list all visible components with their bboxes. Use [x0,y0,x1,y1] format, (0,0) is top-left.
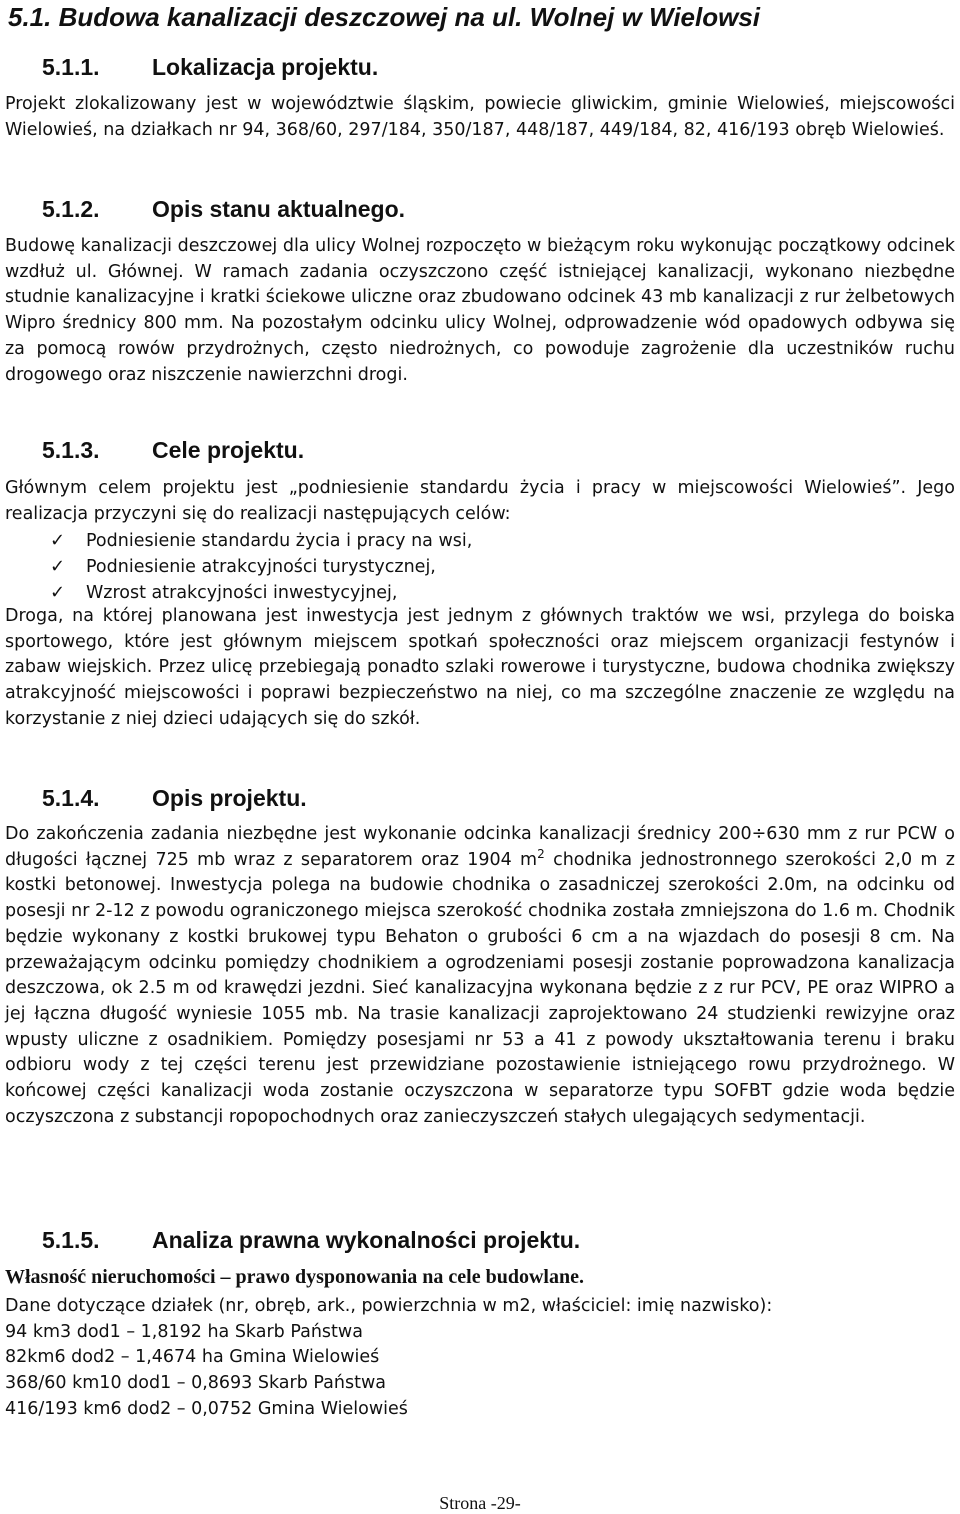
checkmark-icon: ✓ [50,582,66,603]
checkmark-icon: ✓ [50,530,66,551]
page-footer: Strona -29- [439,1493,521,1513]
list-item: 94 km3 dod1 – 1,8192 ha Skarb Państwa [5,1321,363,1342]
list-item: ✓ Wzrost atrakcyjności inwestycyjnej, [50,580,472,606]
paragraph-cele-body: Droga, na której planowana jest inwestycja jest jednym z głównych traktów we wsi, przylega do boiska sportowego, które jest głównym miejscem spotkań społeczności oraz miejscem organizacji festynów i zabaw wiejskich. Przez ulicę przebiegają ponadto szlaki rowerowe i turystyczne, budowa chodnika zwiększy atrakcyjność miejscowości i poprawi bezpieczeństwo na niej, co ma szczególne znaczenie ze względu na korzystanie z niej dzieci udających się do szkół. [5,606,955,729]
goals-list [50,528,472,606]
heading-text: Opis projektu. [152,785,307,811]
list-item: ✓ Podniesienie standardu życia i pracy na wsi, [50,528,472,554]
parcel-list [5,1294,772,1423]
heading-number: 5.1.5. [42,1227,100,1253]
heading-text: Lokalizacja projektu. [152,54,379,80]
checkmark-icon: ✓ [50,556,66,577]
heading-text: Opis stanu aktualnego. [152,196,406,222]
subtitle-wlasnosc: Własność nieruchomości – prawo dysponowania na cele budowlane. [5,1266,584,1288]
heading-analiza-prawna [42,1227,580,1254]
section-title: 5.1. Budowa kanalizacji deszczowej na ul. Wolnej w Wielowsi [8,2,761,32]
paragraph-lokalizacja: Projekt zlokalizowany jest w województwie śląskim, powiecie gliwickim, gminie Wielowieś, miejscowości Wielowieś, na działkach nr 94, 368/60, 297/184, 350/187, 448/187, 449/184, 82, 416/193 obręb Wielowieś. [5,94,955,140]
paragraph-opis-projektu: Do zakończenia zadania niezbędne jest wykonanie odcinka kanalizacji średnicy 200÷630 mm z rur PCW o długości łącznej 725 mb wraz z separatorem oraz 1904 $m^2$ chodnika jednostronnego szerokości 2,0 m z kostki betonowej. Inwestycja polega na budowie chodnika o zasadniczej szerokości 2.0m, na odcinku od posesji nr 2-12 z powodu ograniczonego miejsca szerokość chodnika została zmniejszona do 1.6 m. Chodnik będzie wykonany z kostki brukowej typu Behaton o grubości 6 cm a na wjazdach do posesji 8 cm. Na przeważającym odcinku pomiędzy chodnikiem a ogrodzeniami posesji zostanie poprowadzona kanalizacja deszczowa, ok 2.5 m od krawędzi jezdni. Sieć kanalizacyjna wykonana będzie z z rur PCV, PE oraz WIPRO a jej łączna długość wyniesie 1055 mb. Na trasie kanalizacji zaprojektowano 24 studzienki rewizyjne oraz wpusty uliczne z osadnikiem. Pomiędzy posesjami nr 53 a 41 z powody ukształtowania terenu i braku odbioru wody z tej części terenu jest przewidziane pozostawienie istniejącego rowu przydrożnego. W końcowej części kanalizacji woda zostanie oczyszczona w separatorze typu SOFBT gdzie woda będzie oczyszczona z substancji ropopochodnych oraz zanieczyszczeń stałych ulegających sedymentacji. [5,824,955,1127]
heading-cele [42,437,304,464]
heading-text: Cele projektu. [152,437,305,463]
paragraph-cele-intro: Głównym celem projektu jest „podniesienie standardu życia i pracy w miejscowości Wielowieś”. Jego realizacja przyczyni się do realizacji następujących celów: [5,478,955,524]
list-item: 82km6 dod2 – 1,4674 ha Gmina Wielowieś [5,1347,380,1368]
list-item: Dane dotyczące działek (nr, obręb, ark., powierzchnia w m2, właściciel: imię nazwisko): [5,1296,773,1316]
heading-text: Analiza prawna wykonalności projektu. [152,1227,581,1253]
heading-number: 5.1.2. [42,196,100,222]
heading-number: 5.1.1. [42,54,100,80]
list-item: 416/193 km6 dod2 – 0,0752 Gmina Wielowieś [5,1398,408,1419]
superscript: 2 [537,846,545,861]
list-item: ✓ Podniesienie atrakcyjności turystycznej, [50,554,472,580]
heading-opis-projektu [42,785,307,812]
heading-number: 5.1.4. [42,785,100,811]
heading-opis-stanu [42,196,405,223]
heading-lokalizacja [42,54,378,81]
list-item: 368/60 km10 dod1 – 0,8693 Skarb Państwa [5,1373,386,1394]
paragraph-opis-stanu: Budowę kanalizacji deszczowej dla ulicy Wolnej rozpoczęto w bieżącym roku wykonując początkowy odcinek wzdłuż ul. Głównej. W ramach zadania oczyszczono część istniejącej kanalizacji, wykonano niezbędne studnie kanalizacyjne i kratki ściekowe uliczne oraz zbudowano odcinek 43 mb kanalizacji z rur żelbetowych Wipro średnicy 800 mm. Na pozostałym odcinku ulicy Wolnej, odprowadzenie wód opadowych odbywa się za pomocą rowów przydrożnych, często niedrożnych, co powoduje zagrożenie dla uczestników ruchu drogowego oraz niszczenie nawierzchni drogi. [5,236,955,385]
heading-number: 5.1.3. [42,437,100,463]
